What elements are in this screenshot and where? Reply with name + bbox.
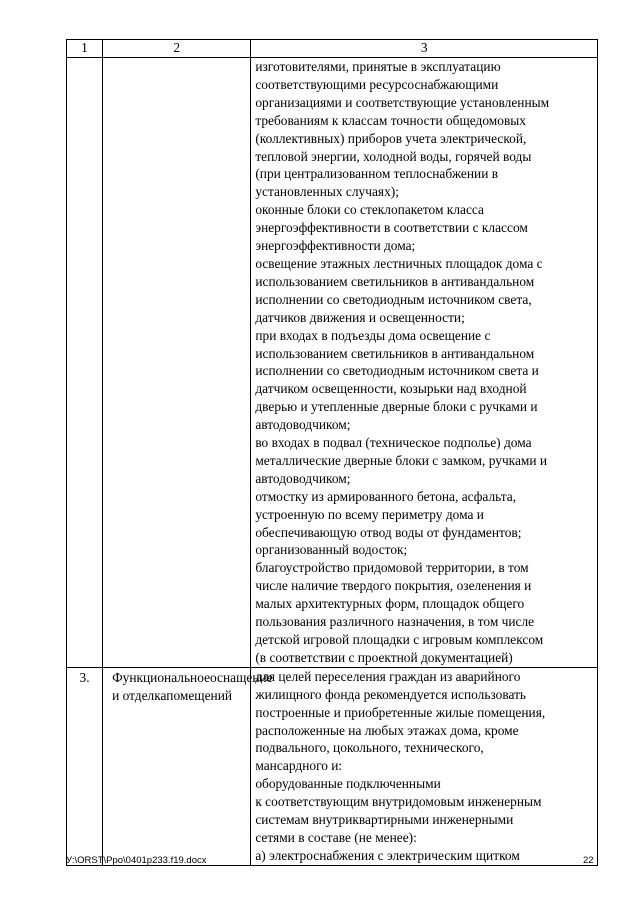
row-number: 3. xyxy=(67,667,103,865)
header-col-2: 2 xyxy=(103,40,251,58)
text-line: подвального, цокольного, технического, xyxy=(255,740,484,756)
table-row-3 xyxy=(67,667,598,865)
text-line: числе наличие твердого покрытия, озеленения и xyxy=(255,578,532,594)
text-line: детской игровой площадки с игровым комплексом xyxy=(255,632,544,647)
text-line: оконные блоки со стеклопакетом класса xyxy=(255,202,484,218)
text-line: устроенную по всему периметру дома и xyxy=(255,506,484,522)
table-header-row xyxy=(67,40,598,58)
text-line: к соответствующим внутридомовым инженерным xyxy=(255,794,542,810)
text-line: при входах в подъезды дома освещение с xyxy=(255,327,491,343)
text-line: дверью и утепленные дверные блоки с ручками и xyxy=(255,399,538,415)
text-line: построенные и приобретенные жилые помещения, xyxy=(255,704,546,720)
continued-text xyxy=(255,58,593,667)
text-line: помещений xyxy=(166,687,233,703)
text-line: металлические дверные блоки с замком, ручками и xyxy=(255,452,548,468)
text-line: организованный водосток; xyxy=(255,542,408,558)
text-line: оснащение и отделка xyxy=(112,669,273,703)
text-line: изготовителями, принятые в эксплуатацию xyxy=(255,59,501,74)
text-line: соответствующими ресурсоснабжающими xyxy=(255,76,499,92)
text-line: автодоводчиком; xyxy=(255,417,351,433)
row-title xyxy=(103,667,273,865)
row-number-cell xyxy=(67,58,103,668)
text-line: сетями в составе (не менее): xyxy=(255,829,417,845)
footer-file-path: У:\ORST\Ppo\0401p233.f19.docx xyxy=(66,855,207,866)
text-line: отмостку из армированного бетона, асфальта, xyxy=(255,488,517,504)
row-3-text xyxy=(255,668,593,865)
text-line: датчиков движения и освещенности; xyxy=(255,309,465,325)
text-line: мансардного и: xyxy=(255,758,343,774)
text-line: использованием светильников в антивандальном xyxy=(255,273,535,289)
row-title-text xyxy=(112,669,273,705)
text-line: использованием светильников в антивандальном xyxy=(255,345,535,361)
text-line: требованиям к классам точности общедомовых xyxy=(255,112,526,128)
text-line: оборудованные подключенными xyxy=(255,776,441,792)
text-line: обеспечивающую отвод воды от фундаментов; xyxy=(255,524,522,540)
text-line: системам внутриквартирными инженерными xyxy=(255,812,514,828)
header-col-1: 1 xyxy=(67,40,103,58)
text-line: (коллективных) приборов учета электрической, xyxy=(255,130,527,146)
text-line: организациями и соответствующие установленным xyxy=(255,94,550,110)
text-line: а) электроснабжения с электрическим щитком xyxy=(255,847,520,863)
text-line: автодоводчиком; xyxy=(255,470,351,486)
text-line: во входах в подвал (техническое подполье) дома xyxy=(255,435,532,451)
page-number: 22 xyxy=(583,855,594,866)
text-line: освещение этажных лестничных площадок дома с xyxy=(255,255,543,271)
text-line: благоустройство придомовой территории, в том xyxy=(255,560,529,576)
row-content-cell xyxy=(251,667,598,865)
text-line: малых архитектурных форм, площадок общего xyxy=(255,596,525,612)
text-line: энергоэффективности дома; xyxy=(255,238,416,254)
text-line: пользования различного назначения, в том числе xyxy=(255,614,535,630)
text-line: исполнении со светодиодным источником света, xyxy=(255,291,532,307)
text-line: энергоэффективности в соответствии с классом xyxy=(255,220,528,236)
row-title-cell xyxy=(103,58,251,668)
table-row-continued xyxy=(67,58,598,668)
text-line: Функциональное xyxy=(112,669,211,685)
text-line: для целей переселения граждан из аварийного xyxy=(255,668,521,684)
text-line: установленных случаях); xyxy=(255,184,399,200)
header-col-3: 3 xyxy=(251,40,598,58)
row-content-cell xyxy=(251,58,598,668)
requirements-table xyxy=(66,39,598,866)
text-line: (при централизованном теплоснабжении в xyxy=(255,166,499,182)
text-line: тепловой энергии, холодной воды, горячей воды xyxy=(255,148,532,164)
text-line: исполнении со светодиодным источником света и xyxy=(255,363,539,379)
text-line: датчиком освещенности, козырьки над входной xyxy=(255,381,527,397)
text-line: расположенные на любых этажах дома, кроме xyxy=(255,722,519,738)
text-line: жилищного фонда рекомендуется использовать xyxy=(255,686,527,702)
text-line: (в соответствии с проектной документацией) xyxy=(255,649,513,665)
